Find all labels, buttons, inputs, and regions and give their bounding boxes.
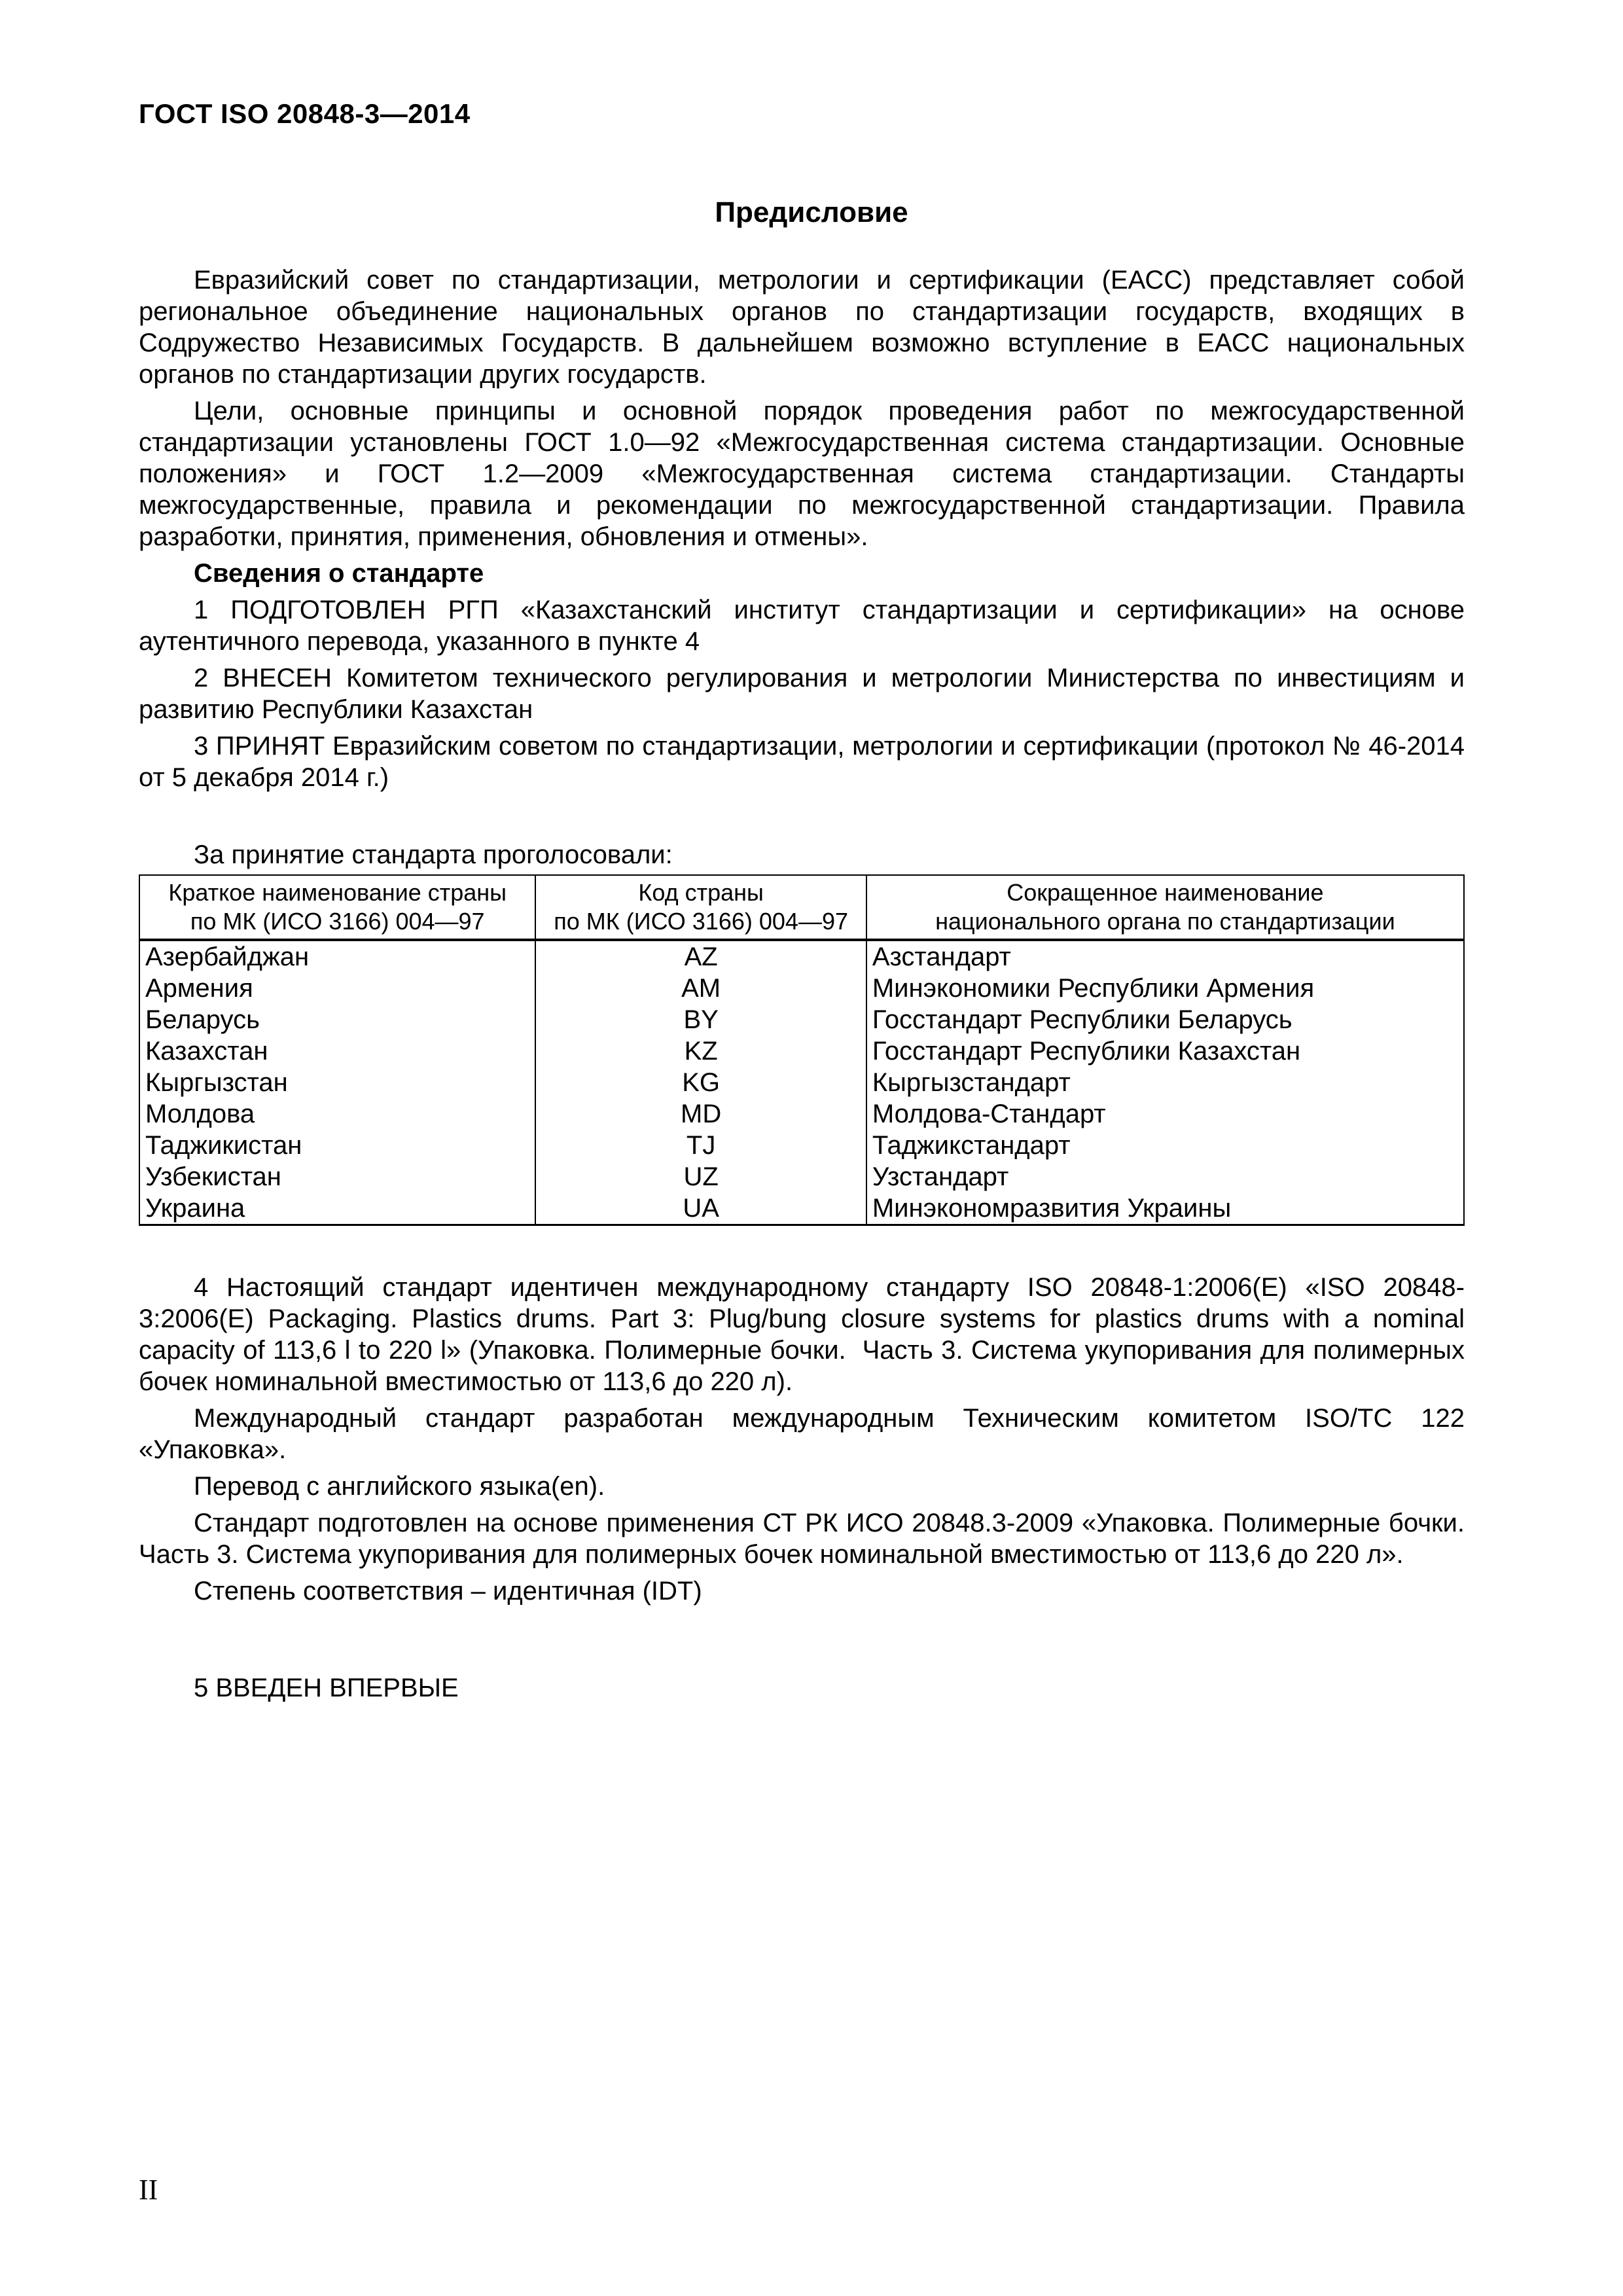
cell-body: Госстандарт Республики Казахстан [866,1035,1464,1067]
cell-code: TJ [535,1130,866,1161]
cell-country: Молдова [139,1098,535,1130]
header-body: Сокращенное наименование национального органа по стандартизации [866,875,1464,940]
cell-body: Минэкономразвития Украины [866,1193,1464,1225]
cell-body: Кыргызстандарт [866,1067,1464,1098]
table-row [139,1004,1464,1035]
cell-country: Беларусь [139,1004,535,1035]
document-body [139,264,1480,1709]
table-row [139,1161,1464,1193]
cell-body: Азстандарт [866,940,1464,973]
table-row [139,1193,1464,1225]
cell-country: Азербайджан [139,940,535,973]
vote-caption: За принятие стандарта проголосовали: [194,840,673,869]
table-header-row [139,875,1464,940]
cell-country: Кыргызстан [139,1067,535,1098]
info-heading: Сведения о стандарте [194,559,484,588]
cell-code: KG [535,1067,866,1098]
voting-table [139,874,1465,1226]
intro-paragraph: Цели, основные принципы и основной порядок проведения работ по межгосударственной стандартизации установлены ГОСТ 1.0—92 «Межгосударственная система стандартизации. Основные положения» и ГОСТ 1.2—2009 «Межгосударственная система стандартизации. Стандарты межгосударственные, правила и рекомендации по межгосударственной стандартизации. Правила разработки, принятия, применения, обновления и отмены». [139,397,1472,551]
cell-body: Госстандарт Республики Беларусь [866,1004,1464,1035]
item-4-committee: Международный стандарт разработан международным Техническим комитетом ISO/TC 122 «Упаковка». [139,1404,1472,1464]
table-row [139,940,1464,973]
voting-table-wrapper [139,874,1465,1226]
cell-country: Армения [139,973,535,1004]
item-4-degree: Степень соответствия – идентичная (IDT) [194,1577,702,1605]
cell-country: Таджикистан [139,1130,535,1161]
cell-code: AZ [535,940,866,973]
cell-body: Таджикстандарт [866,1130,1464,1161]
header-country: Краткое наименование страны по МК (ИСО 3166) 004—97 [139,875,535,940]
section-title: Предисловие [715,196,908,228]
item-5: 5 ВВЕДЕН ВПЕРВЫЕ [194,1674,459,1702]
cell-code: MD [535,1098,866,1130]
item-4: 4 Настоящий стандарт идентичен международному стандарту ISO 20848-1:2006(E) «ISO 20848-3:2006(E) Packaging. Plastics drums. Part 3: Plug/bung closure systems for plastics drums with a nominal capacity of 113,6 l to 220 l» (Упаковка. Полимерные бочки. Часть 3. Система укупоривания для полимерных бочек номинальной вместимостью от 113,6 до 220 л). [139,1273,1472,1396]
table-row [139,973,1464,1004]
page-number: II [139,2174,158,2206]
item-2: 2 ВНЕСЕН Комитетом технического регулирования и метрологии Министерства по инвестициям и развитию Республики Казахстан [139,664,1472,724]
page-header-standard-code: ГОСТ ISO 20848-3—2014 [139,98,471,129]
cell-body: Узстандарт [866,1161,1464,1193]
table-row [139,1067,1464,1098]
cell-code: UA [535,1193,866,1225]
cell-code: KZ [535,1035,866,1067]
item-4-basis: Стандарт подготовлен на основе применения СТ РК ИСО 20848.3-2009 «Упаковка. Полимерные бочки. Часть 3. Система укупоривания для полимерных бочек номинальной вместимостью от 113,6 до 220 л». [139,1509,1480,1569]
item-3: 3 ПРИНЯТ Евразийским советом по стандартизации, метрологии и сертификации (протокол № 46-2014 от 5 декабря 2014 г.) [139,732,1472,792]
item-1: 1 ПОДГОТОВЛЕН РГП «Казахстанский институт стандартизации и сертификации» на основе аутентичного перевода, указанного в пункте 4 [139,596,1472,656]
table-row [139,1130,1464,1161]
cell-body: Молдова-Стандарт [866,1098,1464,1130]
item-4-translation: Перевод с английского языка(en). [194,1472,605,1501]
cell-code: AM [535,973,866,1004]
table-row [139,1098,1464,1130]
table-row [139,1035,1464,1067]
cell-country: Украина [139,1193,535,1225]
cell-body: Минэкономики Республики Армения [866,973,1464,1004]
header-code: Код страны по МК (ИСО 3166) 004—97 [535,875,866,940]
cell-code: BY [535,1004,866,1035]
cell-country: Узбекистан [139,1161,535,1193]
cell-code: UZ [535,1161,866,1193]
cell-country: Казахстан [139,1035,535,1067]
intro-paragraph: Евразийский совет по стандартизации, метрологии и сертификации (ЕАСС) представляет собой региональное объединение национальных органов по стандартизации государств, входящих в Содружество Независимых Государств. В дальнейшем возможно вступление в ЕАСС национальных органов по стандартизации других государств. [139,266,1472,389]
